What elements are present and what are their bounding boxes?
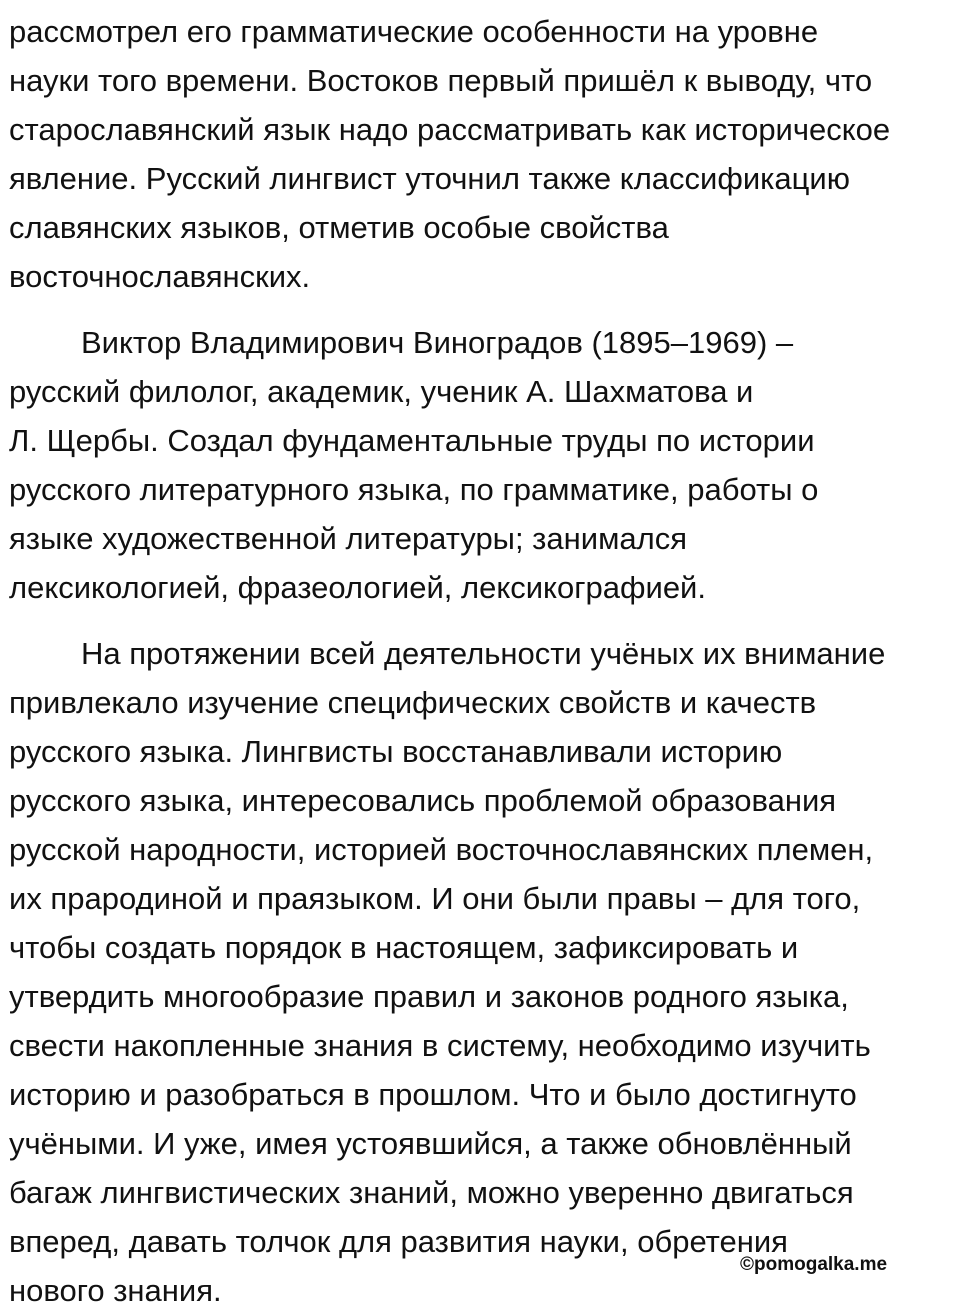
paragraph-conclusion [9,629,954,1315]
paragraph-spacer [9,612,954,629]
text-line: Л. Щербы. Создал фундаментальные труды по истории [9,423,815,458]
text-line: вперед, давать толчок для развития науки, обретения [9,1224,788,1259]
text-line: багаж лингвистических знаний, можно уверенно двигаться [9,1175,854,1210]
text-line: языке художественной литературы; занимался [9,521,688,556]
paragraph-vinogradov [9,318,954,612]
text-line: старославянский язык надо рассматривать как историческое [9,112,891,147]
text-line: историю и разобраться в прошлом. Что и было достигнуто [9,1077,857,1112]
text-line: славянских языков, отметив особые свойства [9,210,669,245]
paragraph-spacer [9,301,954,318]
watermark-text: ©pomogalka.me [740,1254,888,1275]
text-line: чтобы создать порядок в настоящем, зафиксировать и [9,930,799,965]
text-line-first: Виктор Владимирович Виноградов (1895–1969) – [81,325,794,360]
text-line: явление. Русский лингвист уточнил также классификацию [9,161,850,196]
text-line: утвердить многообразие правил и законов родного языка, [9,979,849,1014]
text-line: русского литературного языка, по грамматике, работы о [9,472,819,507]
text-line: науки того времени. Востоков первый пришёл к выводу, что [9,63,873,98]
text-line: русского языка, интересовались проблемой образования [9,783,837,818]
text-line: русский филолог, академик, ученик А. Шахматова и [9,374,754,409]
text-line-first: На протяжении всей деятельности учёных их внимание [81,636,886,671]
paragraph-vostokov [9,7,954,301]
text-line: свести накопленные знания в систему, необходимо изучить [9,1028,871,1063]
text-line: русской народности, историей восточнославянских племен, [9,832,874,867]
text-line: восточнославянских. [9,259,311,294]
text-line: русского языка. Лингвисты восстанавливали историю [9,734,783,769]
text-line: лексикологией, фразеологией, лексикографией. [9,570,706,605]
text-line: рассмотрел его грамматические особенности на уровне [9,14,819,49]
text-line: нового знания. [9,1273,222,1308]
document-body [9,7,954,1315]
text-line: привлекало изучение специфических свойств и качеств [9,685,817,720]
text-line: учёными. И уже, имея устоявшийся, а также обновлённый [9,1126,852,1161]
text-line: их прародиной и праязыком. И они были правы – для того, [9,881,861,916]
